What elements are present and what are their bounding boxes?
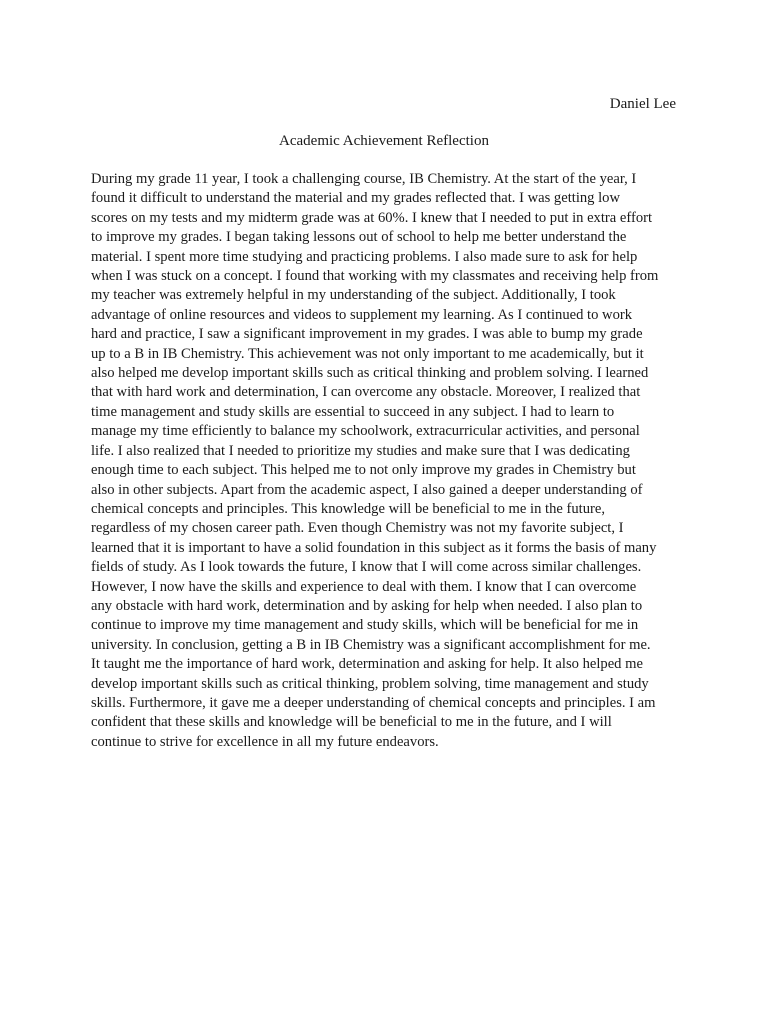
paragraph-line: scores on my tests and my midterm grade was at 60%. I knew that I needed to put in extra effort xyxy=(91,209,653,226)
paragraph-line: continue to strive for excellence in all my future endeavors. xyxy=(91,733,439,750)
paragraph-line: time management and study skills are essential to succeed in any subject. I had to learn to xyxy=(91,403,615,420)
paragraph-line: It taught me the importance of hard work, determination and asking for help. It also helped me xyxy=(91,656,643,673)
paragraph-line: skills. Furthermore, it gave me a deeper understanding of chemical concepts and principles. I am xyxy=(91,694,656,711)
paragraph-line: learned that it is important to have a solid foundation in this subject as it forms the basis of many xyxy=(91,539,657,556)
paragraph-line: However, I now have the skills and experience to deal with them. I know that I can overcome xyxy=(91,578,637,595)
paragraph-line: up to a B in IB Chemistry. This achievement was not only important to me academically, but it xyxy=(91,345,644,362)
paragraph-line: to improve my grades. I began taking lessons out of school to help me better understand the xyxy=(91,229,627,246)
paragraph-line: fields of study. As I look towards the future, I know that I will come across similar challenges. xyxy=(91,559,642,576)
paragraph-line: chemical concepts and principles. This knowledge will be beneficial to me in the future, xyxy=(91,500,605,517)
paragraph-line: advantage of online resources and videos to supplement my learning. As I continued to work xyxy=(91,306,633,323)
author-name: Daniel Lee xyxy=(609,96,676,112)
paragraph-line: regardless of my chosen career path. Even though Chemistry was not my favorite subject, I xyxy=(91,520,624,537)
paragraph-line: life. I also realized that I needed to prioritize my studies and make sure that I was dedicating xyxy=(91,442,630,459)
paragraph-line: continue to improve my time management and study skills, which will be beneficial for me in xyxy=(91,617,639,634)
paragraph-line: also in other subjects. Apart from the academic aspect, I also gained a deeper understanding of xyxy=(91,481,643,498)
paragraph-line: any obstacle with hard work, determination and by asking for help when needed. I also plan to xyxy=(91,597,643,614)
paragraph-line: my teacher was extremely helpful in my understanding of the subject. Additionally, I took xyxy=(91,287,616,304)
paragraph-line: During my grade 11 year, I took a challenging course, IB Chemistry. At the start of the year, I xyxy=(91,171,637,187)
paragraph-line: confident that these skills and knowledge will be beneficial to me in the future, and I will xyxy=(91,714,612,731)
paragraph-line: enough time to each subject. This helped me to not only improve my grades in Chemistry but xyxy=(91,462,636,479)
body-paragraph xyxy=(91,170,691,752)
paragraph-line: material. I spent more time studying and practicing problems. I also made sure to ask for help xyxy=(91,248,638,265)
paragraph-line: hard and practice, I saw a significant improvement in my grades. I was able to bump my grade xyxy=(91,326,643,343)
paragraph-line: manage my time efficiently to balance my schoolwork, extracurricular activities, and personal xyxy=(91,423,640,440)
paragraph-line: that with hard work and determination, I can overcome any obstacle. Moreover, I realized that xyxy=(91,384,641,401)
paragraph-line: university. In conclusion, getting a B in IB Chemistry was a significant accomplishment for me. xyxy=(91,636,651,653)
paragraph-line: also helped me develop important skills such as critical thinking and problem solving. I learned xyxy=(91,365,649,382)
paragraph-line: found it difficult to understand the material and my grades reflected that. I was getting low xyxy=(91,190,621,207)
paragraph-line: when I was stuck on a concept. I found that working with my classmates and receiving help from xyxy=(91,268,659,285)
document-title: Academic Achievement Reflection xyxy=(279,133,489,149)
paragraph-line: develop important skills such as critical thinking, problem solving, time management and study xyxy=(91,675,649,692)
